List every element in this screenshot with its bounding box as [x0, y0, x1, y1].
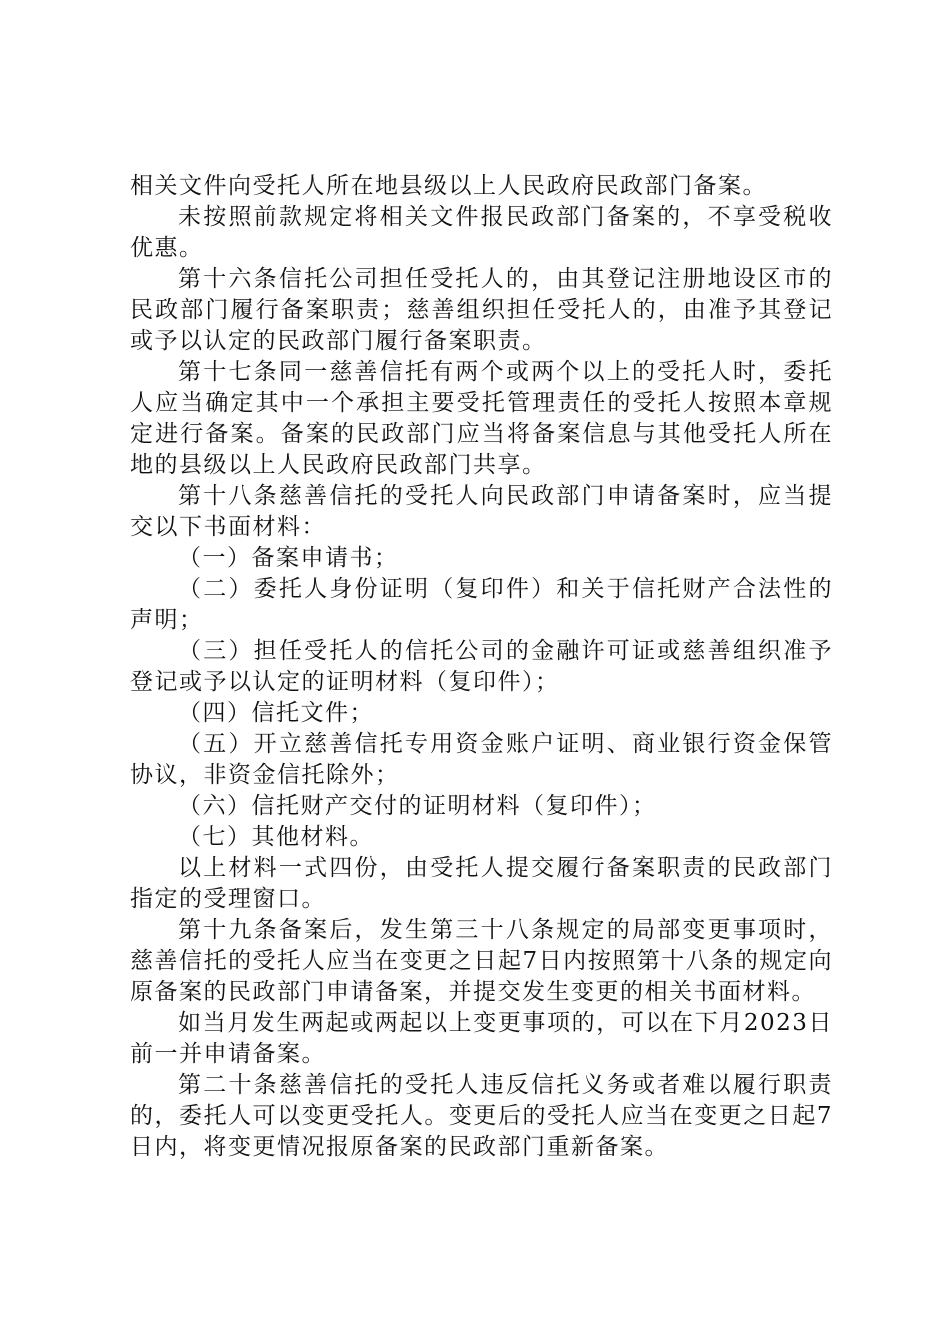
paragraph-article-16: 第十六条信托公司担任受托人的，由其登记注册地设区市的民政部门履行备案职责；慈善组织担任受托人的，由准予其登记或予以认定的民政部门履行备案职责。	[130, 266, 833, 354]
document-body	[130, 171, 833, 1163]
paragraph-article-18: 第十八条慈善信托的受托人向民政部门申请备案时，应当提交以下书面材料：	[130, 483, 833, 540]
paragraph-multiple-changes: 如当月发生两起或两起以上变更事项的，可以在下月2023日前一并申请备案。	[130, 1010, 833, 1067]
paragraph-tax-preference: 未按照前款规定将相关文件报民政部门备案的，不享受税收优惠。	[130, 204, 833, 261]
list-item-3: （三）担任受托人的信托公司的金融许可证或慈善组织准予登记或予以认定的证明材料（复印件）；	[130, 638, 833, 695]
list-item-5: （五）开立慈善信托专用资金账户证明、商业银行资金保管协议，非资金信托除外；	[130, 731, 833, 788]
paragraph-article-19: 第十九条备案后，发生第三十八条规定的局部变更事项时，慈善信托的受托人应当在变更之日起7日内按照第十八条的规定向原备案的民政部门申请备案，并提交发生变更的相关书面材料。	[130, 917, 833, 1005]
paragraph-copies: 以上材料一式四份，由受托人提交履行备案职责的民政部门指定的受理窗口。	[130, 855, 833, 912]
list-item-4: （四）信托文件；	[178, 700, 374, 726]
paragraph-continuation: 相关文件向受托人所在地县级以上人民政府民政部门备案。	[130, 173, 767, 199]
paragraph-article-20: 第二十条慈善信托的受托人违反信托义务或者难以履行职责的，委托人可以变更受托人。变更后的受托人应当在变更之日起7日内，将变更情况报原备案的民政部门重新备案。	[130, 1072, 833, 1160]
list-item-2: （二）委托人身份证明（复印件）和关于信托财产合法性的声明；	[130, 576, 833, 633]
list-item-1: （一）备案申请书；	[178, 545, 399, 571]
list-item-7: （七）其他材料。	[178, 824, 374, 850]
list-item-6: （六）信托财产交付的证明材料（复印件）；	[178, 793, 657, 819]
paragraph-article-17: 第十七条同一慈善信托有两个或两个以上的受托人时，委托人应当确定其中一个承担主要受托管理责任的受托人按照本章规定进行备案。备案的民政部门应当将备案信息与其他受托人所在地的县级以上人民政府民政部门共享。	[130, 359, 833, 478]
